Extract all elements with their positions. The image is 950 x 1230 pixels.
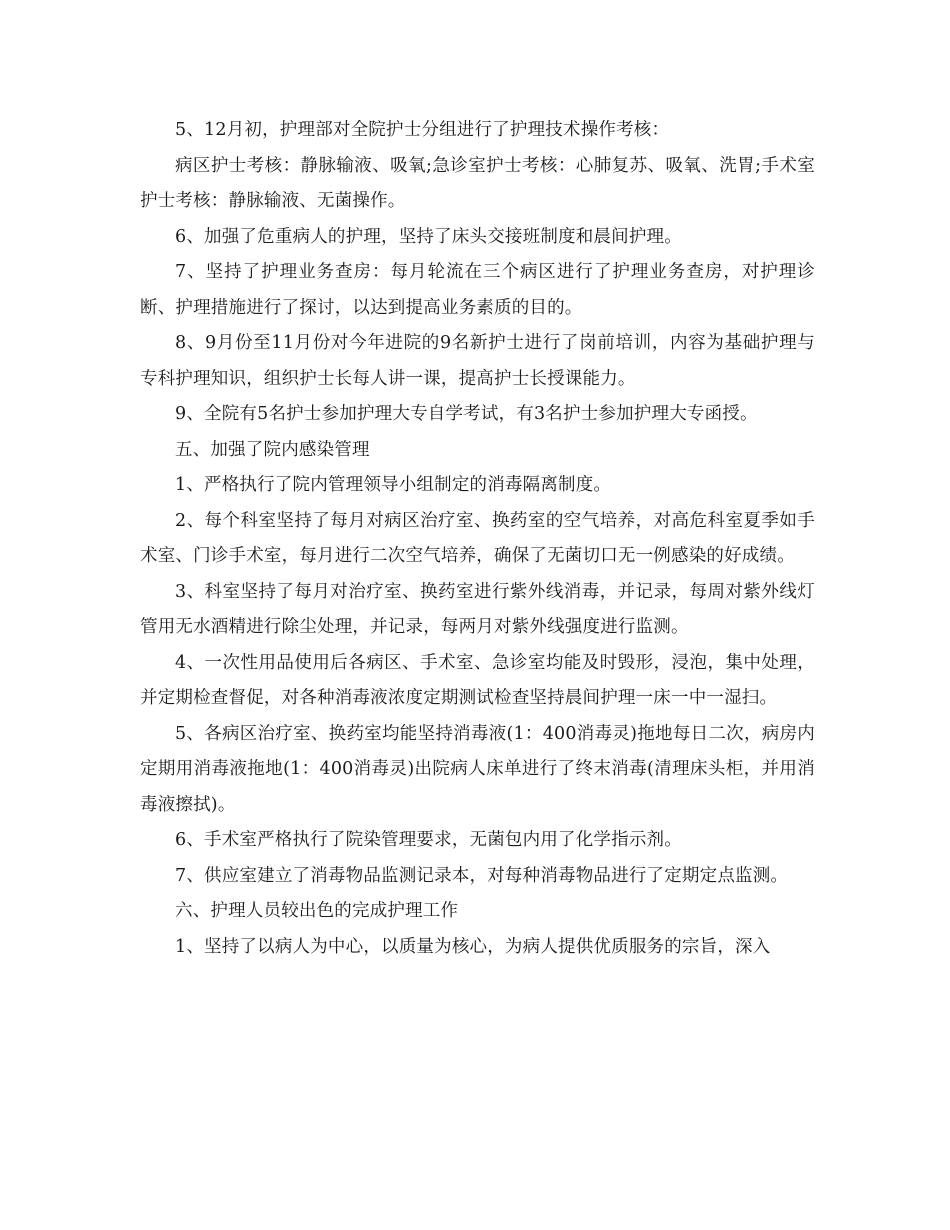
paragraph: 1、坚持了以病人为中心，以质量为核心，为病人提供优质服务的宗旨，深入 — [175, 936, 771, 957]
paragraph: 7、供应室建立了消毒物品监测记录本，对每种消毒物品进行了定期定点监测。 — [175, 865, 789, 886]
paragraph: 8、9月份至11月份对今年进院的9名新护士进行了岗前培训，内容为基础护理与专科护理知识，组织护士长每人讲一课，提高护士长授课能力。 — [140, 333, 815, 389]
paragraph: 7、坚持了护理业务查房：每月轮流在三个病区进行了护理业务查房，对护理诊断、护理措施进行了探讨，以达到提高业务素质的目的。 — [140, 262, 815, 318]
paragraph: 4、一次性用品使用后各病区、手术室、急诊室均能及时毁形，浸泡，集中处理，并定期检查督促，对各种消毒液浓度定期测试检查坚持晨间护理一床一中一湿扫。 — [140, 652, 815, 708]
paragraph: 3、科室坚持了每月对治疗室、换药室进行紫外线消毒，并记录，每周对紫外线灯管用无水酒精进行除尘处理，并记录，每两月对紫外线强度进行监测。 — [140, 581, 815, 637]
paragraph: 2、每个科室坚持了每月对病区治疗室、换药室的空气培养，对高危科室夏季如手术室、门诊手术室，每月进行二次空气培养，确保了无菌切口无一例感染的好成绩。 — [140, 510, 815, 566]
section-heading: 五、加强了院内感染管理 — [175, 439, 370, 460]
paragraph: 5、各病区治疗室、换药室均能坚持消毒液(1：400消毒灵)拖地每日二次，病房内定期用消毒液拖地(1：400消毒灵)出院病人床单进行了终末消毒(清理床头柜，并用消毒液擦拭)。 — [140, 723, 815, 815]
document-body — [140, 113, 815, 965]
paragraph: 病区护士考核：静脉输液、吸氧;急诊室护士考核：心肺复苏、吸氧、洗胃;手术室护士考核：静脉输液、无菌操作。 — [140, 155, 815, 211]
paragraph: 5、12月初，护理部对全院护士分组进行了护理技术操作考核： — [175, 120, 670, 140]
paragraph: 9、全院有5名护士参加护理大专自学考试，有3名护士参加护理大专函授。 — [175, 404, 758, 424]
paragraph: 6、加强了危重病人的护理，坚持了床头交接班制度和晨间护理。 — [175, 226, 682, 247]
paragraph: 6、手术室严格执行了院染管理要求，无菌包内用了化学指示剂。 — [175, 830, 682, 850]
paragraph: 1、严格执行了院内管理领导小组制定的消毒隔离制度。 — [175, 475, 612, 495]
section-heading: 六、护理人员较出色的完成护理工作 — [175, 901, 459, 921]
